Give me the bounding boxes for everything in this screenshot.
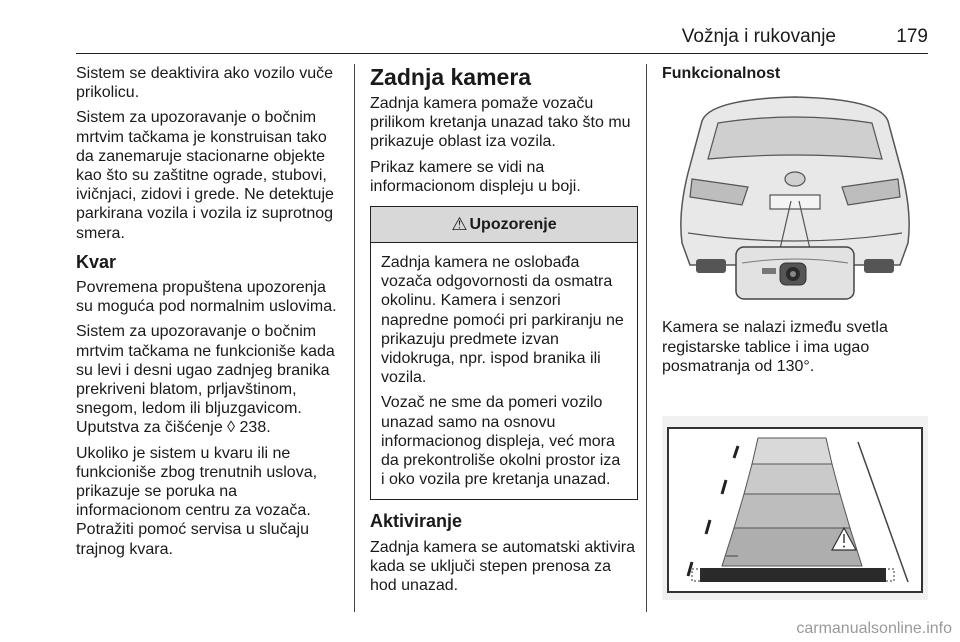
camera-display-guidelines-illustration — [662, 416, 928, 600]
paragraph-camera-assist: Zadnja kamera pomaže vozaču prilikom kretanja unazad tako što mu prikazuje oblast iza vozila. — [370, 95, 631, 151]
paragraph-deactivation: Sistem se deaktivira ako vozilo vuče prikolicu. — [76, 65, 333, 102]
heading-funkcionalnost: Funkcionalnost — [662, 65, 781, 82]
warning-paragraph-2: Vozač ne sme da pomeri vozilo unazad samo na osnovu informacionog displeja, već mora da prekontroliše okolni prostor iza i oko vozila pre kretanja unazad. — [381, 394, 621, 489]
paragraph-activation: Zadnja kamera se automatski aktivira kada se uključi stepen prenosa za hod unazad. — [370, 538, 635, 595]
column-right — [662, 64, 928, 605]
column-divider-right — [646, 64, 647, 612]
paragraph-stationary-objects: Sistem za upozoravanje o bočnim mrtvim tačkama je konstruisan tako da zanemaruje stacionarne objekte kao što su zaštitne ograde, stubovi, ivičnjaci, zidovi i grede. Ne detektuje parkirana vozila i vozila iz suprotnog smera. — [76, 109, 334, 242]
paragraph-missed-warnings: Povremena propuštena upozorenja su moguća pod normalnim uslovima. — [76, 279, 337, 316]
column-left — [76, 64, 344, 565]
heading-kvar: Kvar — [76, 251, 117, 272]
page-header — [76, 22, 928, 52]
warning-box — [370, 206, 638, 500]
paragraph-display-info: Prikaz kamere se vidi na informacionom displeju u boji. — [370, 158, 581, 195]
watermark: carmanualsonline.info — [796, 620, 952, 637]
chapter-title: Vožnja i rukovanje — [681, 26, 836, 47]
heading-aktiviranje: Aktiviranje — [370, 511, 463, 532]
paragraph-camera-location: Kamera se nalazi između svetla registarske tablice i ima ugao posmatranja od 130°. — [662, 319, 888, 375]
warning-icon: ⚠ — [451, 213, 468, 234]
column-middle — [370, 64, 638, 601]
rear-car-camera-illustration — [662, 93, 928, 303]
header-rule — [76, 53, 928, 54]
warning-header — [371, 207, 637, 243]
page-number: 179 — [896, 26, 928, 47]
column-divider-left — [354, 64, 355, 612]
warning-label: Upozorenje — [469, 215, 557, 233]
paragraph-bumper-covered: Sistem za upozoravanje o bočnim mrtvim tačkama ne funkcioniše kada su levi i desni ugao zadnjeg branika prekriveni blatom, prljavštinom, snegom, ledom ili bljuzgavicom. Uputstva za čišćenje ◊ 238. — [76, 322, 344, 437]
paragraph-fault-message: Ukoliko je sistem u kvaru ili ne funkcioniše zbog trenutnih uslova, prikazuje se poruka na informacionom centru za vozača. Potražiti pomoć servisa u slučaju trajnog kvara. — [76, 444, 318, 558]
cleaning-reference-link[interactable]: Uputstva za čišćenje ◊ 238. — [76, 419, 271, 437]
warning-body — [371, 243, 637, 499]
section-title-rear-camera: Zadnja kamera — [370, 64, 532, 90]
warning-paragraph-1: Zadnja kamera ne oslobađa vozača odgovornosti da osmatra okolinu. Kamera i senzori napredne pomoći pri parkiranju ne prikazuju predmete izvan vidokruga, npr. ispod branika ili vozila. — [381, 254, 624, 387]
